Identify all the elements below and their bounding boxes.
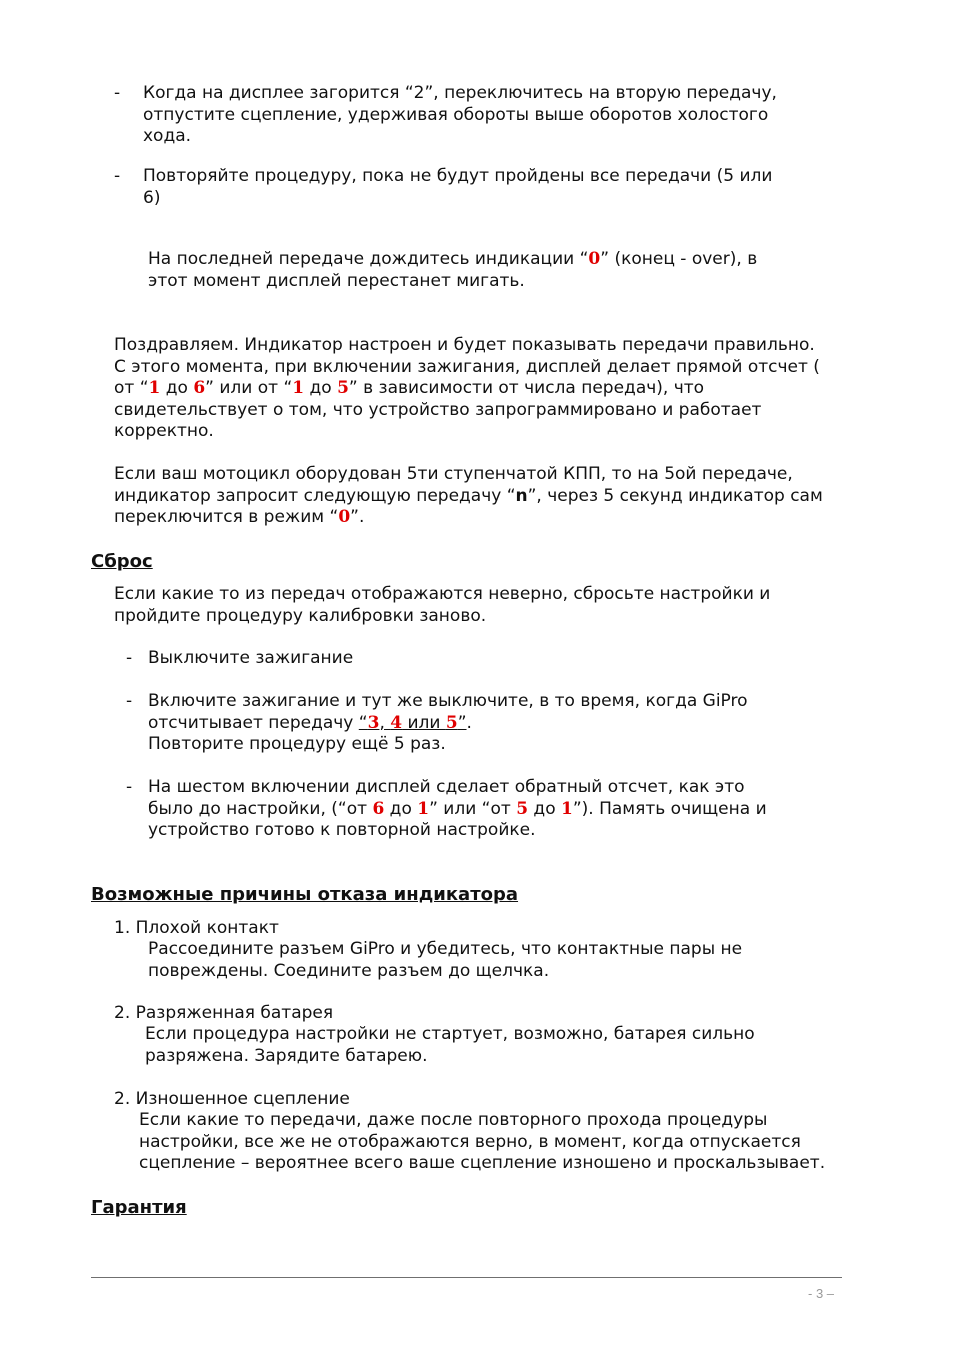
digit-5: 5 — [445, 712, 458, 733]
page-number: - 3 – — [808, 1286, 835, 1301]
last-gear-note: На последней передаче дождитесь индикации “0” (конец - over), в этот момент дисплей перестанет мигать. — [148, 249, 758, 291]
five-speed-paragraph: Если ваш мотоцикл оборудован 5ти ступенчатой КПП, то на 5ой передаче, индикатор запросит следующую передачу “n”, через 5 секунд индикатор сам переключится в режим “0”. — [114, 464, 823, 527]
failure-title: 1. Плохой контакт — [114, 918, 279, 938]
reset-step-toggle: Включите зажигание и тут же выключите, в то время, когда GiPro отсчитывает передачу “3, 4 или 5”. Повторите процедуру ещё 5 раз. — [148, 691, 748, 754]
digit-6: 6 — [193, 378, 206, 398]
failure-body: Если какие то передачи, даже после повторного прохода процедуры настройки, все же не отображаются верно, в момент, когда отпускается сцепление – вероятнее всего ваше сцепление изношено и проскальзывает. — [139, 1110, 826, 1173]
bullet-dash: - — [126, 691, 133, 711]
bullet-dash: - — [126, 648, 133, 668]
digit-1: 1 — [292, 378, 305, 398]
reset-step-ignition-off: Выключите зажигание — [148, 648, 354, 668]
digit-3: 3 — [367, 712, 380, 733]
instruction-second-gear: Когда на дисплее загорится “2”, переключитесь на вторую передачу, отпустите сцепление, удерживая обороты выше оборотов холостого хода. — [143, 83, 777, 146]
digit-1: 1 — [148, 378, 161, 398]
reset-step-countdown: На шестом включении дисплей сделает обратный отсчет, как это было до настройки, (“от 6 до 1” или “от 5 до 1”). Память очищена и устройство готово к повторной настройке. — [148, 777, 767, 840]
congrats-paragraph: Поздравляем. Индикатор настроен и будет показывать передачи правильно. С этого момента, при включении зажигания, дисплей делает прямой отсчет ( от “1 до 6” или от “1 до 5” в зависимости от числа передач), что свидетельствует о том, что устройство запрограммировано и работает корректно. — [114, 335, 820, 441]
bullet-dash: - — [114, 166, 121, 186]
digit-0: 0 — [338, 507, 351, 527]
bullet-dash: - — [126, 777, 133, 797]
digit-5: 5 — [516, 798, 529, 819]
warranty-heading: Гарантия — [91, 1197, 187, 1218]
footer-rule — [91, 1277, 842, 1278]
digit-1: 1 — [561, 798, 573, 819]
digit-0: 0 — [588, 249, 601, 269]
failure-title: 2. Разряженная батарея — [114, 1003, 334, 1023]
failure-body: Рассоедините разъем GiPro и убедитесь, что контактные пары не повреждены. Соедините разъем до щелчка. — [148, 939, 743, 981]
digit-4: 4 — [390, 712, 403, 733]
reset-heading: Сброс — [91, 551, 153, 572]
failure-body: Если процедура настройки не стартует, возможно, батарея сильно разряжена. Зарядите батарею. — [145, 1024, 755, 1066]
neutral-n: n — [515, 485, 528, 506]
failure-title: 2. Изношенное сцепление — [114, 1089, 350, 1109]
failures-heading: Возможные причины отказа индикатора — [91, 884, 519, 905]
reset-intro: Если какие то из передач отображаются неверно, сбросьте настройки и пройдите процедуру калибровки заново. — [114, 584, 771, 626]
bullet-dash: - — [114, 83, 121, 103]
digit-6: 6 — [372, 798, 385, 819]
instruction-repeat: Повторяйте процедуру, пока не будут пройдены все передачи (5 или 6) — [143, 166, 773, 208]
digit-5: 5 — [337, 378, 349, 398]
digit-1: 1 — [417, 798, 430, 819]
